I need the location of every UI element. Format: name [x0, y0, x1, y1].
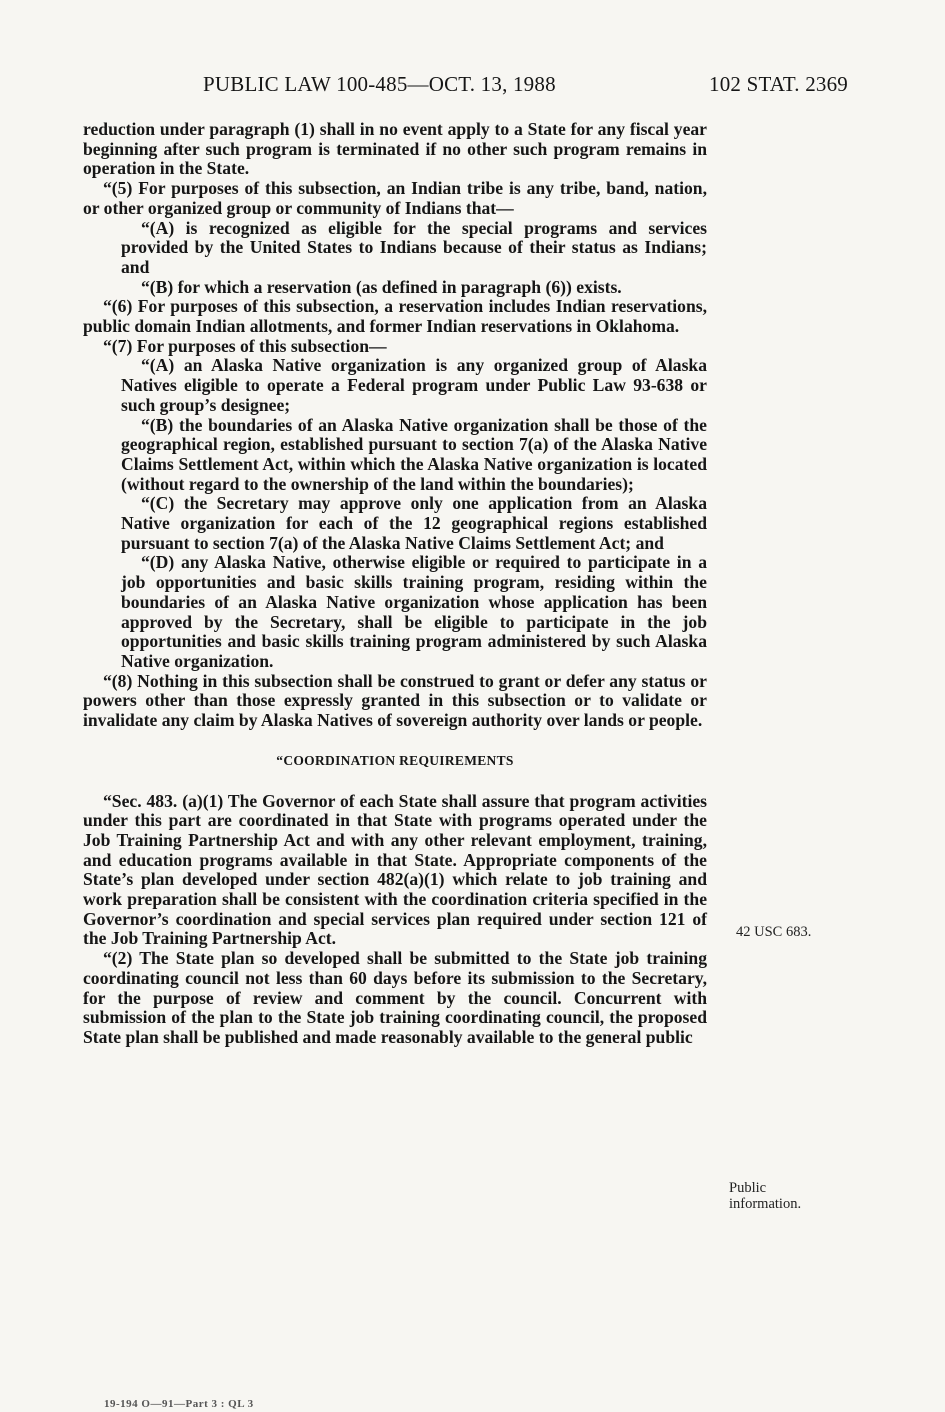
public-note-line-1: Public: [729, 1180, 767, 1196]
paragraph-7-d: “(D) any Alaska Native, otherwise eligible or required to participate in a job opportunities and basic skills training program, residing within the boundaries of an Alaska Native organization whose application has been approved by the Secretary, shall be eligible to participate in the job opportunities and basic skills training program administered by such Alaska Native organization.: [121, 552, 707, 671]
paragraph-5-b: “(B) for which a reservation (as defined in paragraph (6)) exists.: [141, 276, 622, 297]
section-483-a-1: [83, 792, 707, 950]
running-head: PUBLIC LAW 100-485—OCT. 13, 1988: [203, 72, 556, 96]
law-body-text: [83, 120, 707, 1048]
section-label: “Sec. 483.: [103, 790, 178, 811]
usc-citation-note: 42 USC 683.: [736, 924, 812, 940]
public-information-note: [729, 1180, 801, 1212]
section-483-a-1-text: (a)(1) The Governor of each State shall assure that program activities under this part are coordinated in that State with programs operated under the Job Training Partnership Act and with any other relevant employment, training, and education programs available in that State. Appropriate components of the State’s plan developed under section 482(a)(1) which relate to job training and work preparation shall be consistent with the coordination criteria specified in the Governor’s coordination and special services plan required under section 121 of the Job Training Partnership Act.: [83, 790, 707, 949]
statute-page-number: 102 STAT. 2369: [709, 72, 848, 96]
paragraph-5: “(5) For purposes of this subsection, an Indian tribe is any tribe, band, nation, or other organized group or community of Indians that—: [83, 178, 707, 218]
paragraph-7: “(7) For purposes of this subsection—: [103, 335, 387, 356]
page-header: [0, 72, 945, 102]
paragraph-continuation: reduction under paragraph (1) shall in no event apply to a State for any fiscal year beginning after such program is terminated if no other such program remains in operation in the State.: [83, 119, 707, 179]
public-note-line-2: information.: [729, 1196, 802, 1212]
section-heading: “COORDINATION REQUIREMENTS: [276, 752, 514, 768]
paragraph-8: “(8) Nothing in this subsection shall be construed to grant or defer any status or powers other than those expressly granted in this subsection or to validate or invalidate any claim by Alaska Natives of sovereign authority over lands or people.: [83, 670, 707, 731]
paragraph-7-a: “(A) an Alaska Native organization is any organized group of Alaska Natives eligible to operate a Federal program under Public Law 93-638 or such group’s designee;: [121, 355, 707, 415]
paragraph-7-c: “(C) the Secretary may approve only one application from an Alaska Native organization for each of the 12 geographical regions established pursuant to section 7(a) of the Alaska Native Claims Settlement Act; and: [121, 493, 707, 553]
paragraph-5-a: “(A) is recognized as eligible for the special programs and services provided by the United States to Indians because of their status as Indians; and: [121, 217, 707, 277]
printer-code-footer: 19-194 O—91—Part 3 : QL 3: [104, 1398, 254, 1410]
paragraph-7-b: “(B) the boundaries of an Alaska Native organization shall be those of the geographical region, established pursuant to section 7(a) of the Alaska Native Claims Settlement Act, within which the Alaska Native organization is located (without regard to the ownership of the land within the boundaries);: [121, 414, 707, 494]
paragraph-6: “(6) For purposes of this subsection, a reservation includes Indian reservations, public domain Indian allotments, and former Indian reservations in Oklahoma.: [83, 296, 707, 337]
section-483-a-2: “(2) The State plan so developed shall be submitted to the State job training coordinating council not less than 60 days before its submission to the Secretary, for the purpose of review and comment by the council. Concurrent with submission of the plan to the State job training coordinating council, the proposed State plan shall be published and made reasonably available to the general public: [83, 948, 707, 1047]
